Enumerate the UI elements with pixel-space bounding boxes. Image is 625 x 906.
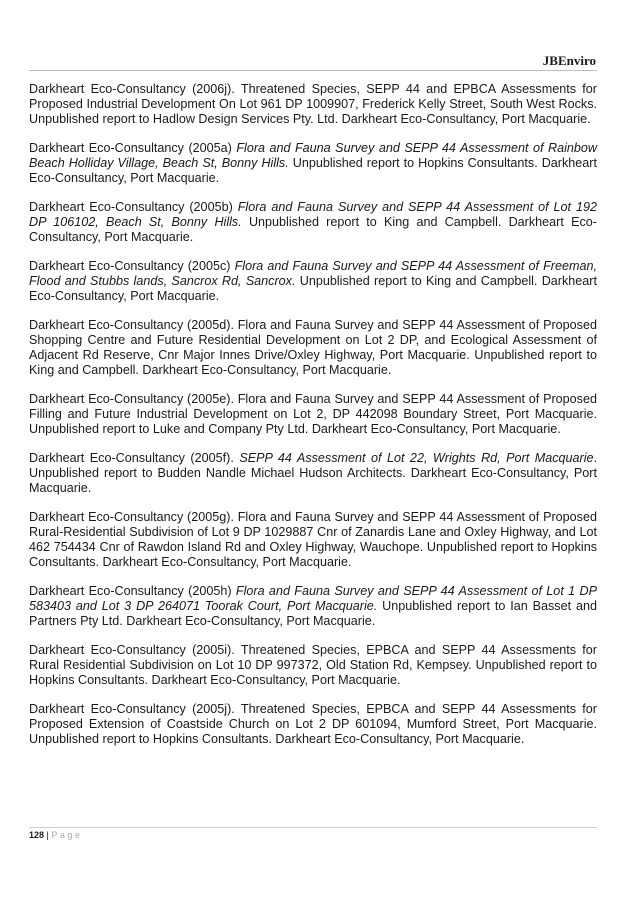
reference-entry: Darkheart Eco-Consultancy (2005j). Threatened Species, EPBCA and SEPP 44 Assessments for Proposed Extension of Coastside Church on Lot 2 DP 601094, Mumford Street, Port Macquarie. Unpublished report to Hopkins Consultants. Darkheart Eco-Consultancy, Port Macquarie.	[29, 702, 597, 746]
reference-entry: Darkheart Eco-Consultancy (2005a) Flora and Fauna Survey and SEPP 44 Assessment of Rainbow Beach Holliday Village, Beach St, Bonny Hills. Unpublished report to Hopkins Consultants. Darkheart Eco-Consultancy, Port Macquarie.	[29, 141, 597, 185]
header-brand: JBEnviro	[542, 53, 596, 68]
reference-entry: Darkheart Eco-Consultancy (2005e). Flora and Fauna Survey and SEPP 44 Assessment of Proposed Filling and Future Industrial Development on Lot 2, DP 442098 Boundary Street, Port Macquarie. Unpublished report to Luke and Company Pty Ltd. Darkheart Eco-Consultancy, Port Macquarie.	[29, 392, 597, 436]
reference-list	[29, 82, 597, 761]
reference-entry: Darkheart Eco-Consultancy (2005c) Flora and Fauna Survey and SEPP 44 Assessment of Freeman, Flood and Stubbs lands, Sancrox Rd, Sancrox. Unpublished report to King and Campbell. Darkheart Eco-Consultancy, Port Macquarie.	[29, 259, 597, 303]
reference-entry: Darkheart Eco-Consultancy (2006j). Threatened Species, SEPP 44 and EPBCA Assessments for Proposed Industrial Development On Lot 961 DP 1009907, Frederick Kelly Street, South West Rocks. Unpublished report to Hadlow Design Services Pty. Ltd. Darkheart Eco-Consultancy, Port Macquarie.	[29, 82, 597, 126]
reference-entry: Darkheart Eco-Consultancy (2005i). Threatened Species, EPBCA and SEPP 44 Assessments for Rural Residential Subdivision on Lot 10 DP 997372, Old Station Rd, Kempsey. Unpublished report to Hopkins Consultants. Darkheart Eco-Consultancy, Port Macquarie.	[29, 643, 597, 687]
header-divider	[29, 70, 597, 71]
footer-separator: |	[46, 830, 49, 840]
reference-entry: Darkheart Eco-Consultancy (2005d). Flora and Fauna Survey and SEPP 44 Assessment of Proposed Shopping Centre and Future Residential Development on Lot 2 DP, and Ecological Assessment of Adjacent Rd Reserve, Cnr Major Innes Drive/Oxley Highway, Port Macquarie. Unpublished report to King and Campbell. Darkheart Eco-Consultancy, Port Macquarie.	[29, 318, 597, 377]
reference-entry: Darkheart Eco-Consultancy (2005g). Flora and Fauna Survey and SEPP 44 Assessment of Proposed Rural-Residential Subdivision of Lot 9 DP 1029887 Cnr of Zanardis Lane and Oxley Highway, and Lot 462 754434 Cnr of Rawdon Island Rd and Oxley Highway, Wauchope. Unpublished report to Hopkins Consultants. Darkheart Eco-Consultancy, Port Macquarie.	[29, 510, 597, 569]
reference-entry: Darkheart Eco-Consultancy (2005b) Flora and Fauna Survey and SEPP 44 Assessment of Lot 192 DP 106102, Beach St, Bonny Hills. Unpublished report to King and Campbell. Darkheart Eco-Consultancy, Port Macquarie.	[29, 200, 597, 244]
page-number: 128	[29, 830, 45, 840]
page-footer	[29, 830, 82, 840]
footer-divider	[29, 827, 597, 828]
reference-entry: Darkheart Eco-Consultancy (2005h) Flora and Fauna Survey and SEPP 44 Assessment of Lot 1 DP 583403 and Lot 3 DP 264071 Toorak Court, Port Macquarie. Unpublished report to Ian Basset and Partners Pty Ltd. Darkheart Eco-Consultancy, Port Macquarie.	[29, 584, 597, 628]
reference-entry: Darkheart Eco-Consultancy (2005f). SEPP 44 Assessment of Lot 22, Wrights Rd, Port Macquarie. Unpublished report to Budden Nandle Michael Hudson Architects. Darkheart Eco-Consultancy, Port Macquarie.	[29, 451, 598, 495]
page-label: Page	[51, 830, 83, 840]
